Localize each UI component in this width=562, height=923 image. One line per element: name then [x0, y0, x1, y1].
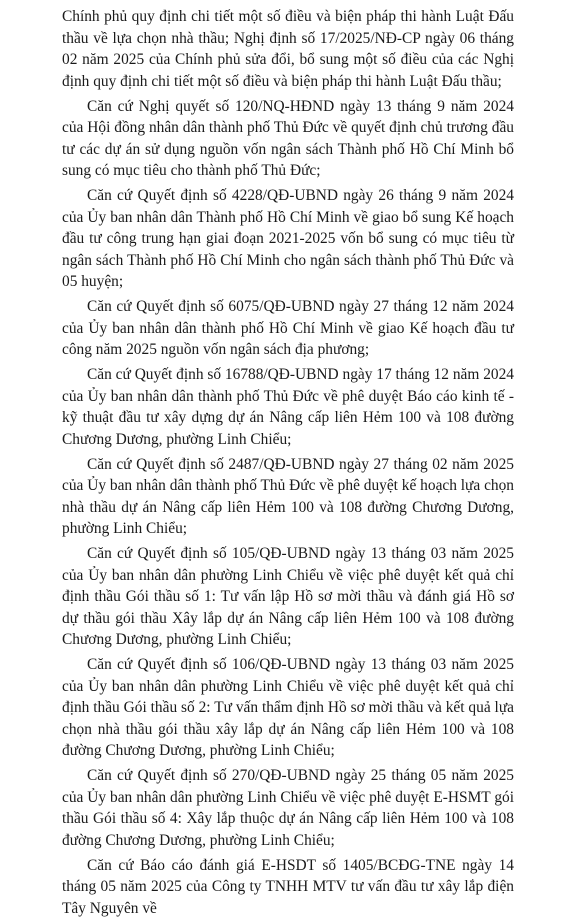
paragraph-evaluation-report-1405: Căn cứ Báo cáo đánh giá E-HSDT số 1405/BCĐG-TNE ngày 14 tháng 05 năm 2025 của Công ty TNHH MTV tư vấn đầu tư xây lắp điện Tây Nguyên về — [62, 856, 514, 917]
paragraph-decision-6075: Căn cứ Quyết định số 6075/QĐ-UBND ngày 27 tháng 12 năm 2024 của Ủy ban nhân dân thành phố Hồ Chí Minh về giao Kế hoạch đầu tư công năm 2025 nguồn vốn ngân sách địa phương; — [62, 298, 514, 358]
paragraph-decision-105: Căn cứ Quyết định số 105/QĐ-UBND ngày 13 tháng 03 năm 2025 của Ủy ban nhân dân phường Linh Chiểu về việc phê duyệt kết quả chỉ định thầu Gói thầu số 1: Tư vấn lập Hồ sơ mời thầu và đánh giá Hồ sơ dự thầu gói thầu Xây lắp dự án Nâng cấp liên Hẻm 100 và 108 đường Chương Dương, phường Linh Chiểu; — [62, 545, 514, 648]
paragraph-legal-basis-continued: Chính phủ quy định chi tiết một số điều và biện pháp thi hành Luật Đấu thầu về lựa chọn nhà thầu; Nghị định số 17/2025/NĐ-CP ngày 06 tháng 02 năm 2025 của Chính phủ sửa đổi, bổ sung một số điều của các Nghị định quy định chi tiết một số điều và biện pháp thi hành Luật Đấu thầu; — [62, 8, 514, 90]
paragraph-decision-2487: Căn cứ Quyết định số 2487/QĐ-UBND ngày 27 tháng 02 năm 2025 của Ủy ban nhân dân thành phố Thủ Đức về phê duyệt kế hoạch lựa chọn nhà thầu dự án Nâng cấp liên Hẻm 100 và 108 đường Chương Dương, phường Linh Chiểu; — [62, 455, 514, 537]
paragraph-resolution-120: Căn cứ Nghị quyết số 120/NQ-HĐND ngày 13 tháng 9 năm 2024 của Hội đồng nhân dân thành phố Thủ Đức về quyết định chủ trương đầu tư các dự án sử dụng nguồn vốn ngân sách Thành phố Hồ Chí Minh bổ sung có mục tiêu cho thành phố Thủ Đức; — [62, 97, 514, 179]
paragraph-decision-106: Căn cứ Quyết định số 106/QĐ-UBND ngày 13 tháng 03 năm 2025 của Ủy ban nhân dân phường Linh Chiểu về việc phê duyệt kết quả chỉ định thầu Gói thầu số 2: Tư vấn thẩm định Hồ sơ mời thầu và kết quả lựa chọn nhà thầu gói thầu xây lắp dự án Nâng cấp liên Hẻm 100 và 108 đường Chương Dương, phường Linh Chiểu; — [62, 656, 514, 759]
paragraph-decision-270: Căn cứ Quyết định số 270/QĐ-UBND ngày 25 tháng 05 năm 2025 của Ủy ban nhân dân phường Linh Chiểu về việc phê duyệt E-HSMT gói thầu Gói thầu số 4: Xây lắp thuộc dự án Nâng cấp liên Hẻm 100 và 108 đường Chương Dương, phường Linh Chiểu; — [62, 767, 514, 849]
paragraph-decision-16788: Căn cứ Quyết định số 16788/QĐ-UBND ngày 17 tháng 12 năm 2024 của Ủy ban nhân dân thành phố Thủ Đức về phê duyệt Báo cáo kinh tế - kỹ thuật đầu tư xây dựng dự án Nâng cấp liên Hẻm 100 và 108 đường Chương Dương, phường Linh Chiểu; — [62, 366, 514, 448]
paragraph-decision-4228: Căn cứ Quyết định số 4228/QĐ-UBND ngày 26 tháng 9 năm 2024 của Ủy ban nhân dân Thành phố Hồ Chí Minh về giao bổ sung Kế hoạch đầu tư công trung hạn giai đoạn 2021-2025 vốn bổ sung có mục tiêu từ ngân sách Thành phố Hồ Chí Minh cho ngân sách thành phố Thủ Đức và 05 huyện; — [62, 187, 514, 290]
document-page — [62, 6, 514, 923]
